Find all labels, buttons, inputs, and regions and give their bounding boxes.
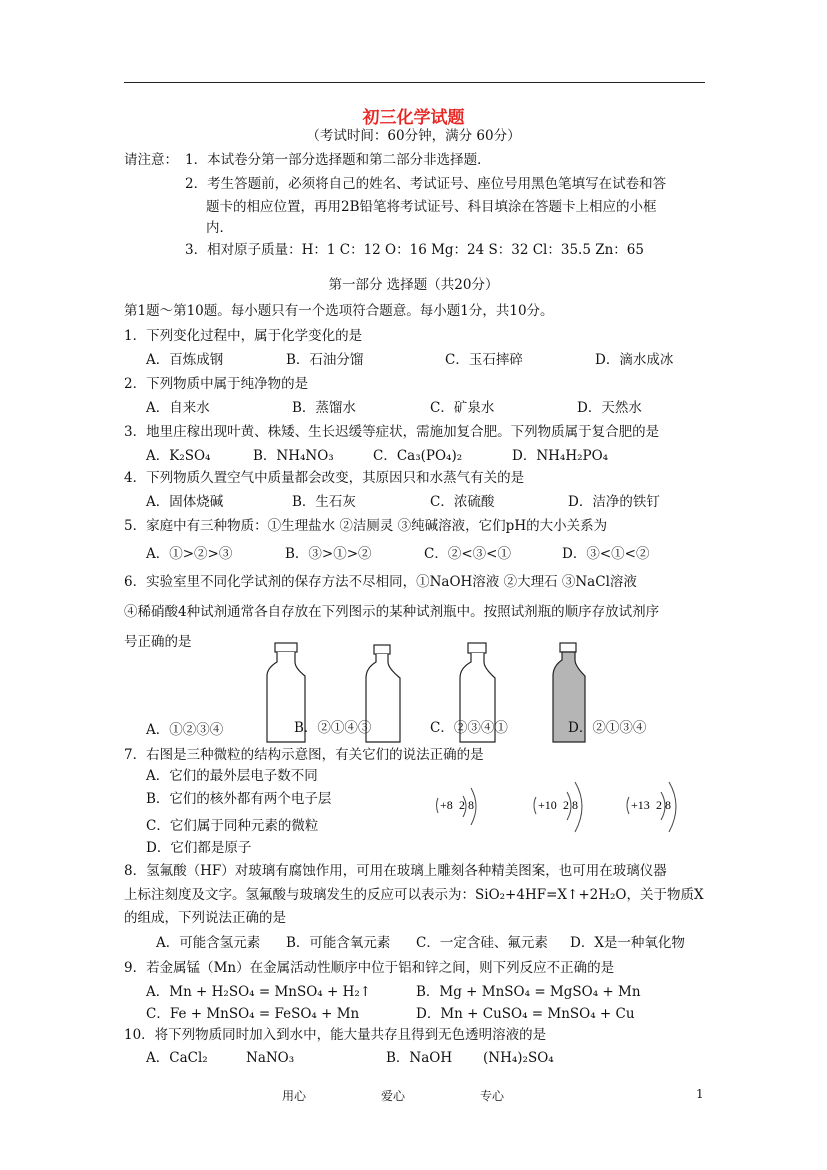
svg-text:2 8: 2 8 — [459, 798, 474, 812]
notice-item-1: 1．本试卷分第一部分选择题和第二部分非选择题． — [185, 152, 491, 168]
q3-option-b: B．NH₄NO₃ — [253, 448, 334, 464]
q6-option-a: A．①②③④ — [146, 722, 224, 738]
q9-option-a: A．Mn + H₂SO₄ = MnSO₄ + H₂↑ — [146, 984, 372, 1000]
q10-option-a-part1: A．CaCl₂ — [146, 1050, 208, 1066]
q1-stem: 1．下列变化过程中，属于化学变化的是 — [124, 328, 363, 344]
particle-diagram-2 — [534, 782, 582, 832]
page-title: 初三化学试题 — [362, 108, 465, 128]
q10-stem: 10．将下列物质同时加入到水中，能大量共存且得到无色透明溶液的是 — [124, 1027, 547, 1043]
q10-option-b-part2: (NH₄)₂SO₄ — [483, 1050, 554, 1066]
q8-stem-line3: 的组成，下列说法正确的是 — [124, 910, 286, 926]
notice-item-2: 2．考生答题前，必须将自己的姓名、考试证号、座位号用黑色笔填写在试卷和答 — [185, 176, 667, 192]
q5-stem: 5．家庭中有三种物质：①生理盐水 ②洁厕灵 ③纯碱溶液，它们pH的大小关系为 — [124, 518, 608, 534]
q4-option-b: B．生石灰 — [292, 494, 356, 510]
q1-option-d: D．滴水成冰 — [595, 352, 674, 368]
notice-item-2-end: 内． — [206, 220, 233, 236]
page-number: 1 — [696, 1087, 704, 1101]
q7-option-a: A．它们的最外层电子数不同 — [146, 768, 318, 784]
particle-diagram-1 — [437, 788, 477, 825]
notice-item-2-cont: 题卡的相应位置，再用2B铅笔将考试证号、科目填涂在答题卡上相应的小框 — [206, 199, 657, 215]
q8-option-c: C．一定含硅、氟元素 — [416, 935, 548, 951]
footer-left: 用心 — [282, 1089, 307, 1103]
q1-option-c: C．玉石摔碎 — [445, 352, 523, 368]
footer-mid: 爱心 — [381, 1089, 406, 1103]
q6-stem-line1: 6．实验室里不同化学试剂的保存方法不尽相同，①NaOH溶液 ②大理石 ③NaCl溶液 — [124, 574, 637, 590]
notice-item-3: 3．相对原子质量：H：1 C：12 O：16 Mg：24 S：32 Cl：35.5 Zn：65 — [185, 242, 644, 258]
q8-stem-line1: 8．氢氟酸（HF）对玻璃有腐蚀作用，可用在玻璃上雕刻各种精美图案，也可用在玻璃仪器 — [124, 863, 667, 879]
q4-option-d: D．洁净的铁钉 — [568, 494, 660, 510]
particle-diagram-3 — [627, 782, 676, 832]
q6-option-d: D．②①③④ — [568, 720, 647, 736]
svg-text:+13: +13 — [631, 798, 650, 812]
q9-option-b: B．Mg + MnSO₄ = MgSO₄ + Mn — [416, 984, 641, 1000]
q3-option-a: A．K₂SO₄ — [146, 448, 211, 464]
q5-option-b: B．③>①>② — [285, 546, 372, 562]
q7-option-c: C．它们属于同种元素的微粒 — [146, 818, 319, 834]
q5-option-a: A．①>②>③ — [146, 546, 233, 562]
q8-stem-line2: 上标注刻度及文字。氢氟酸与玻璃发生的反应可以表示为：SiO₂+4HF=X↑+2H₂O，关于物质X — [124, 887, 704, 903]
q2-option-a: A．自来水 — [146, 400, 210, 416]
q6-stem-line3: 号正确的是 — [124, 634, 192, 650]
q7-option-d: D．它们都是原子 — [146, 840, 252, 856]
q9-option-c: C．Fe + MnSO₄ = FeSO₄ + Mn — [146, 1006, 360, 1022]
q7-option-b: B．它们的核外都有两个电子层 — [146, 791, 332, 807]
header-rule — [124, 82, 705, 83]
q6-option-c: C．②③④① — [430, 720, 508, 736]
q1-option-a: A．百炼成钢 — [146, 352, 224, 368]
q8-option-b: B．可能含氧元素 — [286, 935, 391, 951]
q4-stem: 4．下列物质久置空气中质量都会改变，其原因只和水蒸气有关的是 — [124, 470, 525, 486]
q10-option-a-part2: NaNO₃ — [246, 1050, 295, 1066]
q5-option-d: D．③<①<② — [562, 546, 650, 562]
q2-option-b: B．蒸馏水 — [292, 400, 356, 416]
part1-instructions: 第1题～第10题。每小题只有一个选项符合题意。每小题1分，共10分。 — [124, 303, 554, 319]
q3-option-c: C．Ca₃(PO₄)₂ — [373, 448, 463, 464]
q8-option-d: D．X是一种氧化物 — [570, 935, 685, 951]
svg-text:2 8: 2 8 — [656, 798, 671, 812]
notice-label: 请注意： — [124, 152, 178, 168]
q9-stem: 9．若金属锰（Mn）在金属活动性顺序中位于铝和锌之间，则下列反应不正确的是 — [124, 960, 615, 976]
svg-text:2 8: 2 8 — [563, 798, 578, 812]
particle-structure-diagrams — [425, 772, 695, 842]
q3-option-d: D．NH₄H₂PO₄ — [512, 448, 609, 464]
q2-stem: 2．下列物质中属于纯净物的是 — [124, 376, 309, 392]
q6-stem-line2: ④稀硝酸4种试剂通常各自存放在下列图示的某种试剂瓶中。按照试剂瓶的顺序存放试剂序 — [124, 604, 660, 620]
svg-text:+10: +10 — [538, 798, 557, 812]
q10-option-b-part1: B．NaOH — [386, 1050, 453, 1066]
q8-option-a: A．可能含氢元素 — [156, 935, 261, 951]
svg-text:+8: +8 — [440, 798, 453, 812]
q5-option-c: C．②<③<① — [424, 546, 511, 562]
part1-heading: 第一部分 选择题（共20分） — [328, 277, 499, 293]
q2-option-d: D．天然水 — [577, 400, 642, 416]
q2-option-c: C．矿泉水 — [430, 400, 495, 416]
q4-option-a: A．固体烧碱 — [146, 494, 224, 510]
q4-option-c: C．浓硫酸 — [430, 494, 495, 510]
q6-option-b: B．②①④③ — [294, 720, 372, 736]
footer-right: 专心 — [480, 1089, 505, 1103]
q7-stem: 7．右图是三种微粒的结构示意图，有关它们的说法正确的是 — [124, 747, 484, 763]
q3-stem: 3．地里庄稼出现叶黄、株矮、生长迟缓等症状，需施加复合肥。下列物质属于复合肥的是 — [124, 424, 660, 440]
q9-option-d: D．Mn + CuSO₄ = MnSO₄ + Cu — [416, 1006, 635, 1022]
q1-option-b: B．石油分馏 — [286, 352, 364, 368]
exam-subtitle: （考试时间：60分钟，满分 60分） — [306, 128, 521, 144]
